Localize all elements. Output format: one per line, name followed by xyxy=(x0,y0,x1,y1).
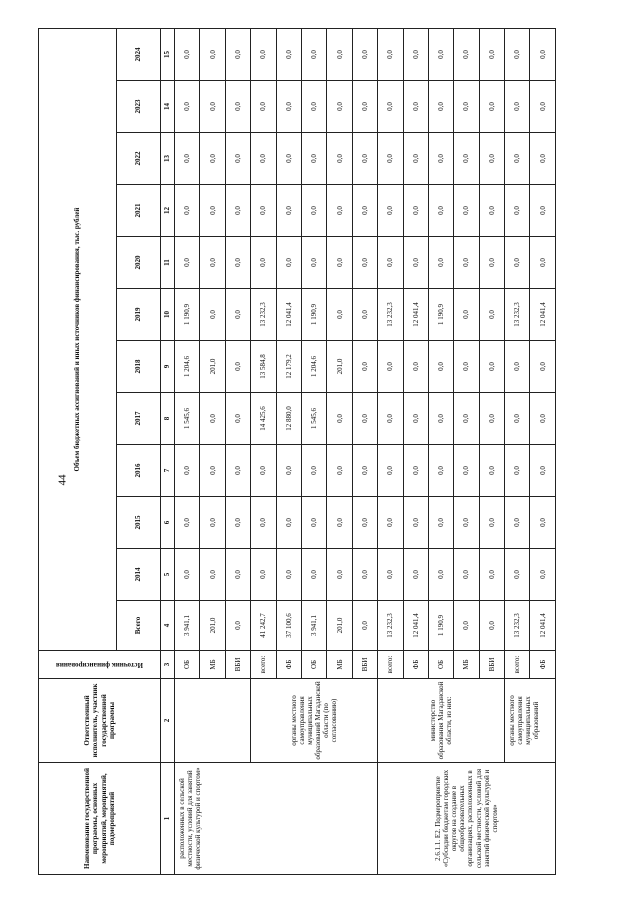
year-value-cell: 0,0 xyxy=(200,445,225,497)
year-value-cell: 0,0 xyxy=(251,81,276,133)
year-value-cell: 0,0 xyxy=(175,549,200,601)
year-value-cell: 0,0 xyxy=(251,237,276,289)
year-value-cell: 0,0 xyxy=(251,185,276,237)
year-value-cell: 0,0 xyxy=(428,445,453,497)
year-value-cell: 0,0 xyxy=(327,289,352,341)
source-cell: ФБ xyxy=(276,651,301,679)
year-value-cell: 0,0 xyxy=(352,133,377,185)
header-executor: Ответственный исполнитель, участник государственной программы xyxy=(39,679,161,763)
header-source-label: Источник финансирования xyxy=(56,660,143,669)
total-cell: 3 941,1 xyxy=(175,601,200,651)
year-value-cell: 0,0 xyxy=(454,393,479,445)
year-value-cell: 0,0 xyxy=(327,497,352,549)
year-value-cell: 0,0 xyxy=(378,28,403,80)
program-name-cell: расположенных в сельской местности, условий для занятий физической культурой и спортом» xyxy=(175,763,378,875)
year-value-cell: 0,0 xyxy=(505,28,530,80)
year-value-cell: 0,0 xyxy=(327,549,352,601)
year-value-cell: 0,0 xyxy=(327,393,352,445)
year-value-cell: 0,0 xyxy=(378,133,403,185)
year-value-cell: 0,0 xyxy=(428,497,453,549)
year-value-cell: 0,0 xyxy=(530,133,555,185)
table-row xyxy=(251,28,276,874)
year-value-cell: 0,0 xyxy=(225,341,250,393)
year-value-cell: 0,0 xyxy=(301,81,326,133)
source-cell: МБ xyxy=(454,651,479,679)
year-value-cell: 0,0 xyxy=(225,497,250,549)
column-number: 8 xyxy=(161,393,175,445)
year-value-cell: 0,0 xyxy=(200,549,225,601)
year-value-cell: 0,0 xyxy=(175,133,200,185)
column-number: 14 xyxy=(161,81,175,133)
year-value-cell: 0,0 xyxy=(301,445,326,497)
column-number: 11 xyxy=(161,237,175,289)
year-value-cell: 0,0 xyxy=(225,289,250,341)
header-year: 2019 xyxy=(117,289,161,341)
year-value-cell: 12 041,4 xyxy=(530,289,555,341)
year-value-cell: 0,0 xyxy=(301,549,326,601)
total-cell: 37 100,6 xyxy=(276,601,301,651)
year-value-cell: 0,0 xyxy=(479,237,504,289)
year-value-cell: 0,0 xyxy=(479,549,504,601)
year-value-cell: 0,0 xyxy=(505,393,530,445)
source-cell: ВБИ xyxy=(225,651,250,679)
year-value-cell: 0,0 xyxy=(276,497,301,549)
total-cell: 201,0 xyxy=(200,601,225,651)
column-number: 3 xyxy=(161,651,175,679)
year-value-cell: 0,0 xyxy=(479,289,504,341)
year-value-cell: 0,0 xyxy=(251,445,276,497)
year-value-cell: 0,0 xyxy=(378,237,403,289)
year-value-cell: 201,0 xyxy=(327,341,352,393)
year-value-cell: 0,0 xyxy=(505,549,530,601)
year-value-cell: 0,0 xyxy=(428,81,453,133)
header-volume: Объем бюджетных ассигнований и иных источников финансирования, тыс. рублей xyxy=(39,28,117,650)
year-value-cell: 0,0 xyxy=(454,185,479,237)
year-value-cell: 0,0 xyxy=(479,341,504,393)
year-value-cell: 0,0 xyxy=(403,393,428,445)
year-value-cell: 0,0 xyxy=(454,28,479,80)
year-value-cell: 0,0 xyxy=(479,28,504,80)
year-value-cell: 0,0 xyxy=(428,185,453,237)
year-value-cell: 0,0 xyxy=(378,393,403,445)
column-number: 15 xyxy=(161,28,175,80)
year-value-cell: 0,0 xyxy=(352,185,377,237)
year-value-cell: 0,0 xyxy=(403,237,428,289)
year-value-cell: 0,0 xyxy=(530,341,555,393)
year-value-cell: 0,0 xyxy=(505,133,530,185)
column-numbers-row xyxy=(161,28,175,874)
year-value-cell: 0,0 xyxy=(225,133,250,185)
year-value-cell: 0,0 xyxy=(251,497,276,549)
year-value-cell: 0,0 xyxy=(403,341,428,393)
year-value-cell: 0,0 xyxy=(276,81,301,133)
year-value-cell: 0,0 xyxy=(505,497,530,549)
total-cell: 12 041,4 xyxy=(530,601,555,651)
year-value-cell: 0,0 xyxy=(225,549,250,601)
column-number: 5 xyxy=(161,549,175,601)
table-body xyxy=(175,28,556,874)
total-cell: 0,0 xyxy=(479,601,504,651)
year-value-cell: 0,0 xyxy=(454,81,479,133)
year-value-cell: 1 545,6 xyxy=(301,393,326,445)
year-value-cell: 1 545,6 xyxy=(175,393,200,445)
year-value-cell: 0,0 xyxy=(301,28,326,80)
column-number: 13 xyxy=(161,133,175,185)
year-value-cell: 14 425,6 xyxy=(251,393,276,445)
year-value-cell: 0,0 xyxy=(428,341,453,393)
year-value-cell: 0,0 xyxy=(352,341,377,393)
year-value-cell: 13 232,3 xyxy=(378,289,403,341)
source-cell: всего: xyxy=(505,651,530,679)
year-value-cell: 0,0 xyxy=(327,133,352,185)
year-value-cell: 0,0 xyxy=(327,28,352,80)
year-value-cell: 13 232,3 xyxy=(505,289,530,341)
total-cell: 1 190,9 xyxy=(428,601,453,651)
year-value-cell: 12 179,2 xyxy=(276,341,301,393)
year-value-cell: 0,0 xyxy=(454,133,479,185)
column-number: 4 xyxy=(161,601,175,651)
total-cell: 0,0 xyxy=(454,601,479,651)
year-value-cell: 0,0 xyxy=(530,497,555,549)
source-cell: ФБ xyxy=(403,651,428,679)
year-value-cell: 0,0 xyxy=(225,445,250,497)
year-value-cell: 0,0 xyxy=(276,185,301,237)
year-value-cell: 0,0 xyxy=(200,497,225,549)
year-value-cell: 0,0 xyxy=(454,549,479,601)
year-value-cell: 0,0 xyxy=(327,445,352,497)
year-value-cell: 0,0 xyxy=(454,341,479,393)
executor-cell: органы местного самоуправления муниципальных образований xyxy=(505,679,556,763)
year-value-cell: 0,0 xyxy=(428,28,453,80)
year-value-cell: 0,0 xyxy=(403,133,428,185)
year-value-cell: 0,0 xyxy=(175,445,200,497)
executor-cell: органы местного самоуправления муниципальных образований Магаданской области (по согласованию) xyxy=(251,679,378,763)
year-value-cell: 0,0 xyxy=(225,28,250,80)
year-value-cell: 0,0 xyxy=(530,185,555,237)
year-value-cell: 0,0 xyxy=(530,81,555,133)
year-value-cell: 0,0 xyxy=(352,289,377,341)
header-year: 2023 xyxy=(117,81,161,133)
year-value-cell: 0,0 xyxy=(505,185,530,237)
table-row xyxy=(505,28,530,874)
year-value-cell: 0,0 xyxy=(530,393,555,445)
year-value-cell: 0,0 xyxy=(301,497,326,549)
year-value-cell: 0,0 xyxy=(200,393,225,445)
year-value-cell: 0,0 xyxy=(428,549,453,601)
source-cell: ОБ xyxy=(175,651,200,679)
source-cell: МБ xyxy=(200,651,225,679)
year-value-cell: 0,0 xyxy=(352,445,377,497)
column-number: 12 xyxy=(161,185,175,237)
year-value-cell: 0,0 xyxy=(301,237,326,289)
year-value-cell: 0,0 xyxy=(505,237,530,289)
year-value-cell: 0,0 xyxy=(479,393,504,445)
year-value-cell: 201,0 xyxy=(200,341,225,393)
year-value-cell: 0,0 xyxy=(352,497,377,549)
year-value-cell: 0,0 xyxy=(403,185,428,237)
source-cell: МБ xyxy=(327,651,352,679)
table-row xyxy=(175,28,200,874)
total-cell: 201,0 xyxy=(327,601,352,651)
year-value-cell: 1 190,9 xyxy=(428,289,453,341)
year-value-cell: 0,0 xyxy=(378,341,403,393)
year-value-cell: 0,0 xyxy=(505,445,530,497)
year-value-cell: 0,0 xyxy=(378,445,403,497)
year-value-cell: 0,0 xyxy=(530,28,555,80)
source-cell: ВБИ xyxy=(479,651,504,679)
year-value-cell: 0,0 xyxy=(276,445,301,497)
source-cell: ОБ xyxy=(428,651,453,679)
year-value-cell: 13 584,8 xyxy=(251,341,276,393)
header-year: 2021 xyxy=(117,185,161,237)
year-value-cell: 0,0 xyxy=(378,185,403,237)
column-number: 6 xyxy=(161,497,175,549)
header-year: 2020 xyxy=(117,237,161,289)
header-year: 2024 xyxy=(117,28,161,80)
year-value-cell: 0,0 xyxy=(428,237,453,289)
total-cell: 13 232,3 xyxy=(505,601,530,651)
year-value-cell: 12 041,4 xyxy=(403,289,428,341)
total-cell: 3 941,1 xyxy=(301,601,326,651)
year-value-cell: 0,0 xyxy=(225,81,250,133)
header-year: 2017 xyxy=(117,393,161,445)
year-value-cell: 0,0 xyxy=(175,81,200,133)
header-year: 2016 xyxy=(117,445,161,497)
total-cell: 13 232,3 xyxy=(378,601,403,651)
year-value-cell: 0,0 xyxy=(403,28,428,80)
year-value-cell: 0,0 xyxy=(428,133,453,185)
budget-table xyxy=(38,28,556,875)
year-value-cell: 0,0 xyxy=(403,497,428,549)
year-value-cell: 0,0 xyxy=(479,133,504,185)
year-value-cell: 0,0 xyxy=(530,445,555,497)
year-value-cell: 0,0 xyxy=(327,185,352,237)
page-number: 44 xyxy=(56,474,69,486)
year-value-cell: 12 041,4 xyxy=(276,289,301,341)
year-value-cell: 0,0 xyxy=(479,445,504,497)
year-value-cell: 0,0 xyxy=(225,185,250,237)
year-value-cell: 0,0 xyxy=(251,28,276,80)
year-value-cell: 0,0 xyxy=(225,393,250,445)
source-cell: всего: xyxy=(378,651,403,679)
year-value-cell: 0,0 xyxy=(378,497,403,549)
year-value-cell: 0,0 xyxy=(505,81,530,133)
year-value-cell: 0,0 xyxy=(530,237,555,289)
year-value-cell: 0,0 xyxy=(352,237,377,289)
year-value-cell: 1 204,6 xyxy=(175,341,200,393)
year-value-cell: 0,0 xyxy=(200,81,225,133)
total-cell: 12 041,4 xyxy=(403,601,428,651)
year-value-cell: 0,0 xyxy=(479,185,504,237)
year-value-cell: 0,0 xyxy=(454,445,479,497)
year-value-cell: 0,0 xyxy=(505,341,530,393)
year-value-cell: 0,0 xyxy=(352,549,377,601)
column-number: 7 xyxy=(161,445,175,497)
year-value-cell: 0,0 xyxy=(276,549,301,601)
header-year: 2014 xyxy=(117,549,161,601)
column-number: 10 xyxy=(161,289,175,341)
program-name-cell: 2.6.1.1. Е2. Подмероприятие «Субсидии бюджетам городских округов на создание в общеобразовательных организациях, расположенных в сельской местности, условий для занятий физической культурой и спортом» xyxy=(378,763,556,875)
year-value-cell: 0,0 xyxy=(479,497,504,549)
year-value-cell: 0,0 xyxy=(352,81,377,133)
year-value-cell: 0,0 xyxy=(479,81,504,133)
year-value-cell: 0,0 xyxy=(403,81,428,133)
total-cell: 0,0 xyxy=(352,601,377,651)
year-value-cell: 12 880,0 xyxy=(276,393,301,445)
year-value-cell: 0,0 xyxy=(225,237,250,289)
year-value-cell: 1 190,9 xyxy=(175,289,200,341)
table-row xyxy=(378,28,403,874)
year-value-cell: 0,0 xyxy=(200,237,225,289)
year-value-cell: 0,0 xyxy=(200,28,225,80)
year-value-cell: 0,0 xyxy=(175,28,200,80)
source-cell: ВБИ xyxy=(352,651,377,679)
header-name: Наименование государственной программы, основных мероприятий, мероприятий, подмероприятий xyxy=(39,763,161,875)
year-value-cell: 0,0 xyxy=(403,445,428,497)
year-value-cell: 0,0 xyxy=(200,133,225,185)
column-number: 2 xyxy=(161,679,175,763)
year-value-cell: 0,0 xyxy=(454,237,479,289)
year-value-cell: 0,0 xyxy=(175,185,200,237)
year-value-cell: 0,0 xyxy=(301,133,326,185)
header-year: 2015 xyxy=(117,497,161,549)
executor-cell: министерство образования Магаданской области, из них: xyxy=(378,679,505,763)
year-value-cell: 0,0 xyxy=(200,289,225,341)
year-value-cell: 0,0 xyxy=(276,28,301,80)
total-cell: 41 242,7 xyxy=(251,601,276,651)
year-value-cell: 0,0 xyxy=(200,185,225,237)
year-value-cell: 0,0 xyxy=(454,289,479,341)
year-value-cell: 0,0 xyxy=(327,237,352,289)
source-cell: ОБ xyxy=(301,651,326,679)
year-value-cell: 0,0 xyxy=(251,549,276,601)
source-cell: всего: xyxy=(251,651,276,679)
total-cell: 0,0 xyxy=(225,601,250,651)
header-total: Всего xyxy=(117,601,161,651)
header-source xyxy=(39,651,161,679)
year-value-cell: 0,0 xyxy=(378,81,403,133)
year-value-cell: 0,0 xyxy=(276,133,301,185)
column-number: 9 xyxy=(161,341,175,393)
header-year: 2018 xyxy=(117,341,161,393)
year-value-cell: 0,0 xyxy=(352,393,377,445)
year-value-cell: 0,0 xyxy=(530,549,555,601)
column-number: 1 xyxy=(161,763,175,875)
year-value-cell: 1 204,6 xyxy=(301,341,326,393)
year-value-cell: 0,0 xyxy=(428,393,453,445)
year-value-cell: 0,0 xyxy=(378,549,403,601)
year-value-cell: 0,0 xyxy=(175,237,200,289)
year-value-cell: 0,0 xyxy=(327,81,352,133)
executor-cell xyxy=(175,679,251,763)
year-value-cell: 1 190,9 xyxy=(301,289,326,341)
rotated-page xyxy=(38,29,598,875)
year-value-cell: 0,0 xyxy=(175,497,200,549)
header-year: 2022 xyxy=(117,133,161,185)
year-value-cell: 0,0 xyxy=(251,133,276,185)
source-cell: ФБ xyxy=(530,651,555,679)
year-value-cell: 0,0 xyxy=(454,497,479,549)
year-value-cell: 13 232,3 xyxy=(251,289,276,341)
year-value-cell: 0,0 xyxy=(352,28,377,80)
year-value-cell: 0,0 xyxy=(403,549,428,601)
year-value-cell: 0,0 xyxy=(276,237,301,289)
year-value-cell: 0,0 xyxy=(301,185,326,237)
